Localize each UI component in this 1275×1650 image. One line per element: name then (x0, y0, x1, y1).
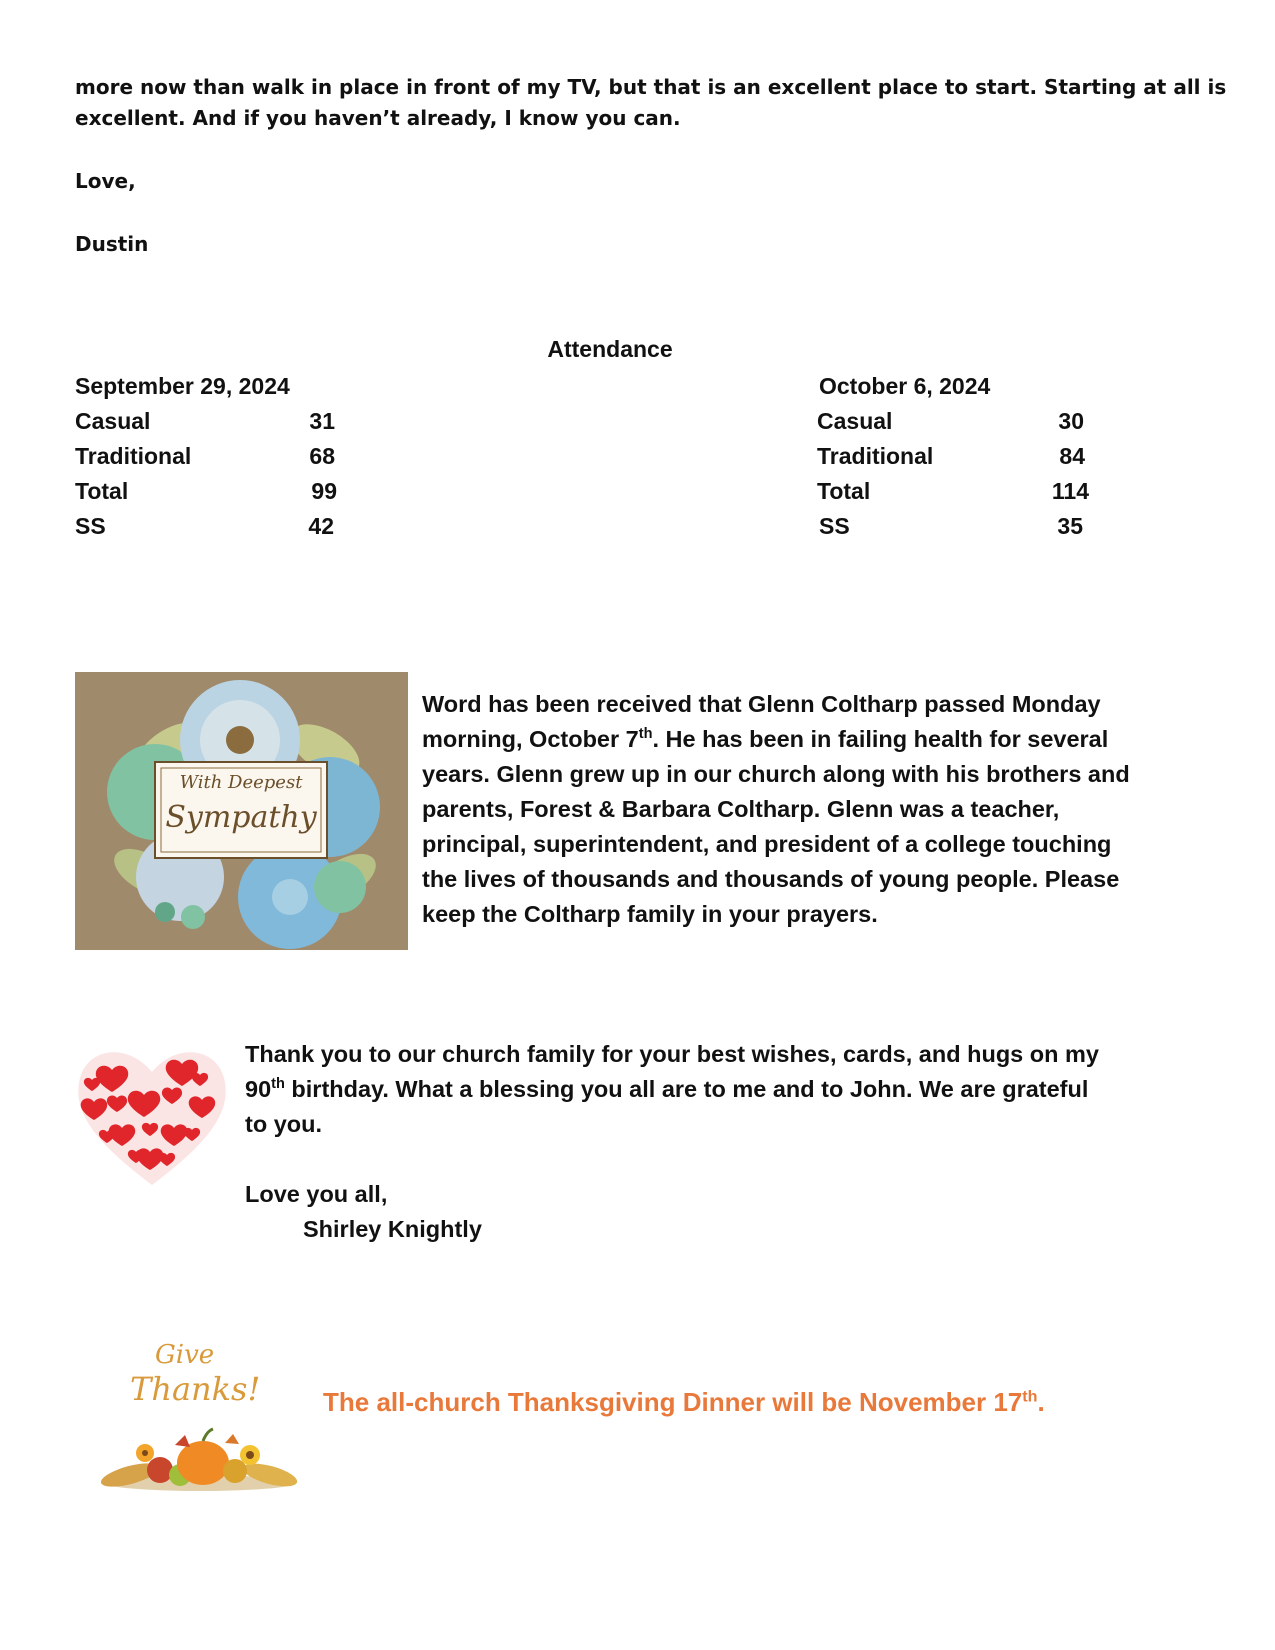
text-span: 90 (245, 1076, 272, 1102)
attendance-label: Total (817, 478, 871, 504)
letter-line: more now than walk in place in front of my TV, but that is an excellent place to start. Starting at all is (75, 75, 1227, 99)
card-text-1: With Deepest (179, 772, 303, 793)
give-thanks-graphic (100, 1340, 300, 1495)
attendance-value: 68 (309, 443, 335, 469)
attendance-row (817, 474, 1117, 509)
thanks-text (245, 1037, 1099, 1142)
attendance-right (817, 369, 1117, 544)
attendance-label: Traditional (75, 443, 192, 469)
sympathy-text (422, 687, 1130, 932)
sympathy-card-image (75, 672, 408, 950)
attendance-label: Traditional (817, 443, 934, 469)
text-span: morning, October 7 (422, 726, 639, 752)
text-line: keep the Coltharp family in your prayers. (422, 901, 878, 927)
text-line: the lives of thousands and thousands of young people. Please (422, 866, 1120, 892)
attendance-row (75, 439, 375, 474)
heart-icon (72, 1040, 232, 1190)
text-line (422, 722, 1130, 757)
attendance-left (75, 369, 375, 544)
text-span: . He has been in failing health for several (652, 726, 1109, 752)
attendance-value: 30 (1058, 408, 1084, 434)
text-line (245, 1072, 1099, 1107)
ordinal-suffix: th (638, 726, 653, 743)
thanks-signature: Shirley Knightly (303, 1216, 482, 1242)
attendance-title: Attendance (547, 336, 673, 362)
attendance-label: SS (819, 513, 850, 539)
attendance-date: September 29, 2024 (75, 373, 290, 399)
attendance-label: Casual (817, 408, 893, 434)
letter-signature: Dustin (75, 232, 149, 256)
harvest-icon (100, 1425, 300, 1495)
letter-closing: Love, (75, 169, 136, 193)
attendance-label: Casual (75, 408, 151, 434)
ordinal-suffix: th (1022, 1387, 1038, 1406)
attendance-row (75, 404, 375, 439)
attendance-value: 84 (1059, 443, 1085, 469)
text-line: to you. (245, 1111, 323, 1137)
give-thanks-line2: Thanks! (130, 1370, 261, 1408)
attendance-value: 31 (309, 408, 335, 434)
text-line: Word has been received that Glenn Coltharp passed Monday (422, 691, 1101, 717)
attendance-row (817, 509, 1117, 544)
attendance-value: 114 (1051, 478, 1089, 504)
attendance-value: 99 (311, 478, 337, 504)
ordinal-suffix: th (271, 1076, 285, 1093)
attendance-label: Total (75, 478, 129, 504)
card-text-2: Sympathy (165, 800, 317, 835)
text-line: parents, Forest & Barbara Coltharp. Glenn was a teacher, (422, 796, 1060, 822)
letter-text (75, 72, 1226, 134)
thanksgiving-announcement (323, 1387, 1045, 1418)
give-thanks-line1: Give (155, 1340, 215, 1370)
letter-line: excellent. And if you haven’t already, I know you can. (75, 106, 681, 130)
text-span: . (1037, 1387, 1045, 1417)
text-line: principal, superintendent, and president of a college touching (422, 831, 1112, 857)
text-span: birthday. What a blessing you all are to me and to John. We are grateful (284, 1076, 1089, 1102)
text-line: years. Glenn grew up in our church along with his brothers and (422, 761, 1130, 787)
attendance-row (817, 404, 1117, 439)
thanks-closing: Love you all, (245, 1181, 388, 1207)
attendance-date: October 6, 2024 (819, 373, 991, 399)
attendance-label: SS (75, 513, 106, 539)
text-line: Thank you to our church family for your best wishes, cards, and hugs on my (245, 1041, 1099, 1067)
attendance-value: 42 (308, 513, 334, 539)
attendance-value: 35 (1057, 513, 1083, 539)
attendance-row (817, 439, 1117, 474)
text-span: The all-church Thanksgiving Dinner will be November 17 (323, 1387, 1023, 1417)
attendance-row (75, 509, 375, 544)
attendance-row (75, 474, 375, 509)
